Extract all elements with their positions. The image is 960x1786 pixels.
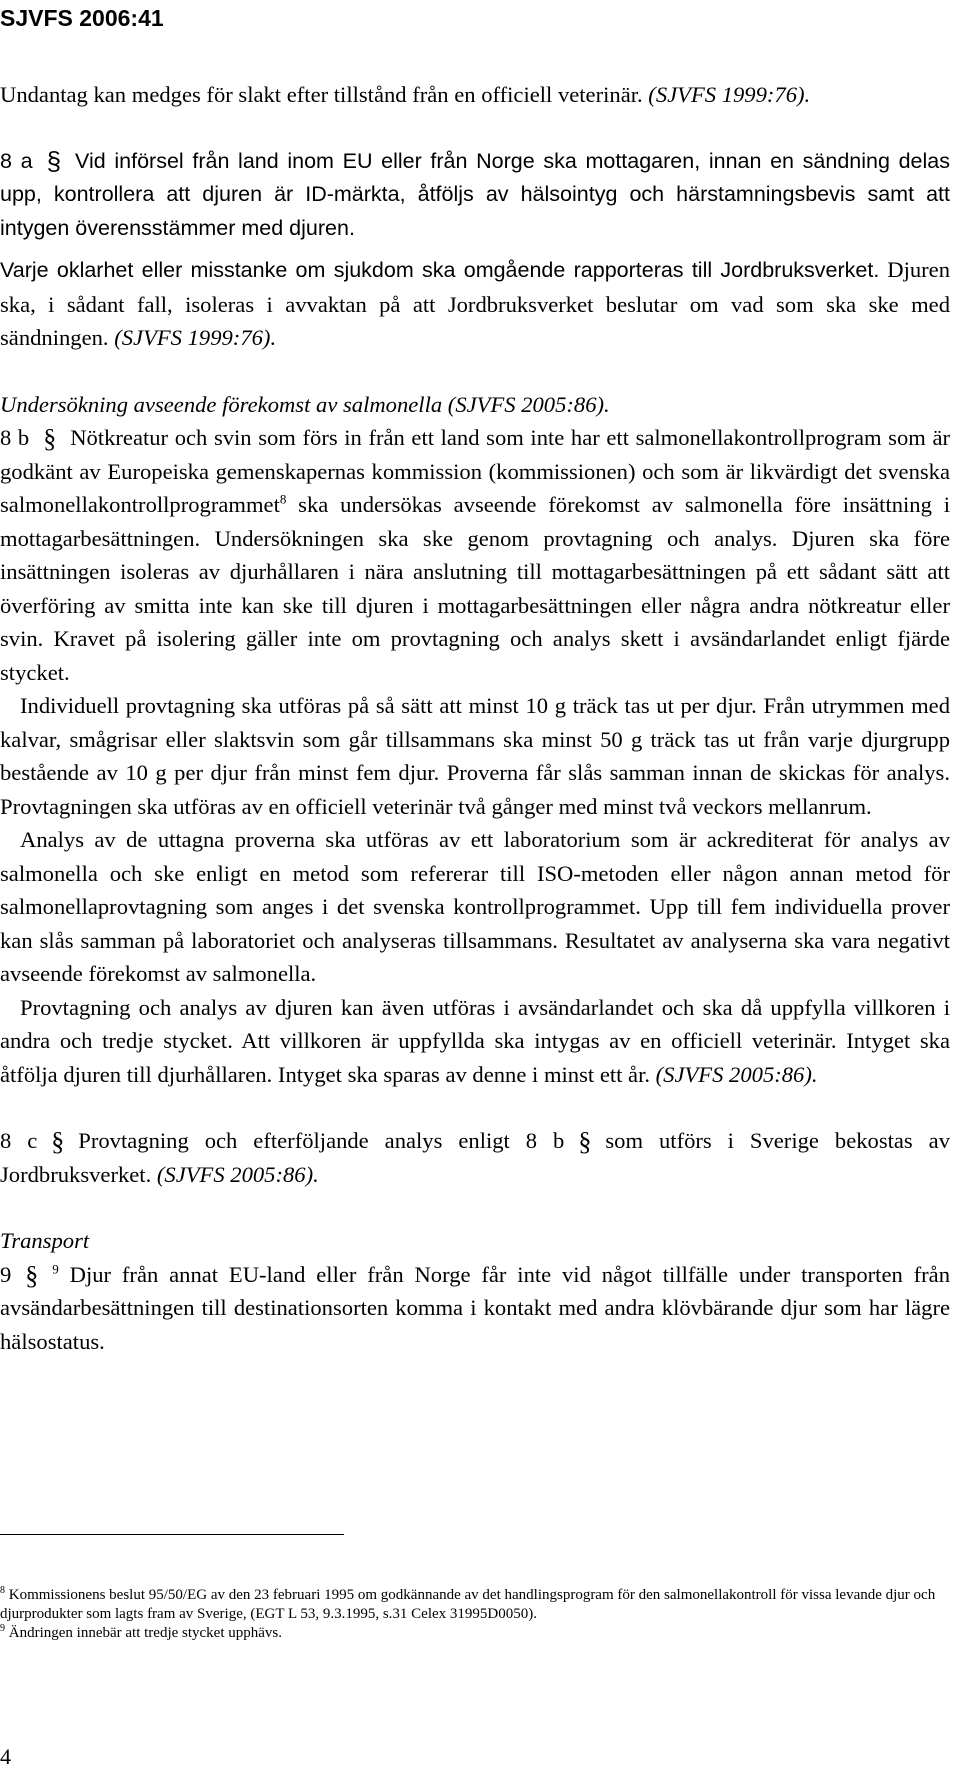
citation: (SJVFS 1999:76). <box>648 82 811 107</box>
section-number: 8 b <box>0 425 30 450</box>
page-number: 4 <box>0 1744 11 1769</box>
footnote-divider <box>0 1534 344 1535</box>
footnote-9: $^9$ Ändringen innebär att tredje stycket upphävs. <box>0 1623 283 1641</box>
footnotes <box>0 1586 945 1643</box>
footnote-ref: 9 <box>52 1260 59 1276</box>
paragraph-9: 9 § $^9$ Djur från annat EU-land eller från Norge får inte vid något tillfälle under transporten från avsändarbesättningen till destinationsorten komma i kontakt med andra klövbärande djur som har lägre hälsostatus. <box>0 1260 950 1354</box>
paragraph-slaughter-exception: Undantag kan medges för slakt efter tillstånd från en officiell veterinär. (SJVFS 1999:76). <box>0 82 811 107</box>
paragraph-origin-sampling: Provtagning och analys av djuren kan även utföras i avsändarlandet och ska då uppfylla villkoren i andra och tredje stycket. Att villkoren är uppfyllda ska intygas av en officiell veterinär. Intyget ska åtfölja djuren till djurhållaren. Intyget ska sparas av denne i minst ett år. (SJVFS 2005:86). <box>0 994 950 1087</box>
section-sign-icon: § <box>51 1127 65 1156</box>
section-sign-icon: § <box>578 1127 592 1156</box>
citation: (SJVFS 2005:86). <box>156 1161 319 1187</box>
citation: (SJVFS 2005:86). <box>655 1061 818 1087</box>
citation: (SJVFS 1999:76). <box>114 325 277 350</box>
document-header-id: SJVFS 2006:41 <box>0 5 164 31</box>
paragraph-analysis: Analys av de uttagna proverna ska utföras av ett laboratorium som är ackrediterat för analys av salmonella och ske enligt en metod som refererar till ISO-metoden eller någon annan metod för salmonellaprovtagning som anges i det svenska kontrollprogrammet. Upp till fem individuella prover kan slås samman på laboratoriet och analyseras tillsammans. Resultatet av analyserna ska vara negativt avseende förekomst av salmonella. <box>0 827 950 986</box>
paragraph-8b: 8 b § Nötkreatur och svin som förs in från ett land som inte har ett salmonellakontrollprogram som är godkänt av Europeiska gemenskapernas kommission (kommissionen) och som är likvärdigt det svenska salmonellakontrollprogrammet$^8$ ska undersökas avseende förekomst av salmonella före insättning i mottagarbesättningen. Undersökningen ska ske genom provtagning och analys. Djuren ska före insättningen isoleras av djurhållaren i nära anslutning till mottagarbesättningen på ett sådant sätt att överföring av smitta inte kan ske till djuren i mottagarbesättningen eller några andra nötkreatur eller svin. Kravet på isolering gäller inte om provtagning och analys skett i avsändarlandet enligt fjärde stycket. <box>0 424 950 685</box>
section-number: 9 <box>0 1261 12 1287</box>
paragraph-sampling: Individuell provtagning ska utföras på så sätt att minst 10 g träck tas ut per djur. Från utrymmen med kalvar, smågrisar eller slaktsvin som går tillsammans ska minst 50 g träck tas ut från varje djurgrupp bestående av 10 g per djur från minst fem djur. Proverna får slås samman innan de skickas för analys. Provtagningen ska utföras av en officiell veterinär två gånger med minst två veckors mellanrum. <box>0 693 950 819</box>
paragraph-8a-continued: Varje oklarhet eller misstanke om sjukdom ska omgående rapporteras till Jordbruksverket. Djuren ska, i sådant fall, isoleras i avvaktan på att Jordbruksverket beslutar om vad som ska ske med sändningen. (SJVFS 1999:76). <box>0 257 951 350</box>
section-sign-icon: § <box>43 424 57 453</box>
section-number: 8 a <box>0 148 33 173</box>
paragraph-8a: 8 a § Vid införsel från land inom EU eller från Norge ska mottagaren, innan en sändning delas upp, kontrollera att djuren är ID-märkta, åtföljs av hälsointyg och härstamningsbevis samt att intygen överensstämmer med djuren. <box>0 145 950 240</box>
paragraph-8c: 8 c § Provtagning och efterföljande analys enligt 8 b § som utförs i Sverige bekostas av Jordbruksverket. (SJVFS 2005:86). <box>0 1127 951 1187</box>
document-body <box>0 78 950 1358</box>
footnote-8: $^8$ Kommissionens beslut 95/50/EG av den 23 februari 1995 om godkännande av det handlingsprogram för den salmonellakontroll för vissa levande djur och djurprodukter som lagts fram av Sverige, (EGT L 53, 9.3.1995, s.31 Celex 31995D0050). <box>0 1585 936 1622</box>
section-sign-icon: § <box>25 1260 39 1290</box>
section-heading-transport: Transport <box>0 1228 90 1253</box>
section-heading-salmonella: Undersökning avseende förekomst av salmonella (SJVFS 2005:86). <box>0 391 610 417</box>
section-number: 8 c <box>0 1128 38 1153</box>
section-sign-icon: § <box>46 145 62 176</box>
footnote-ref: 8 <box>279 491 287 507</box>
